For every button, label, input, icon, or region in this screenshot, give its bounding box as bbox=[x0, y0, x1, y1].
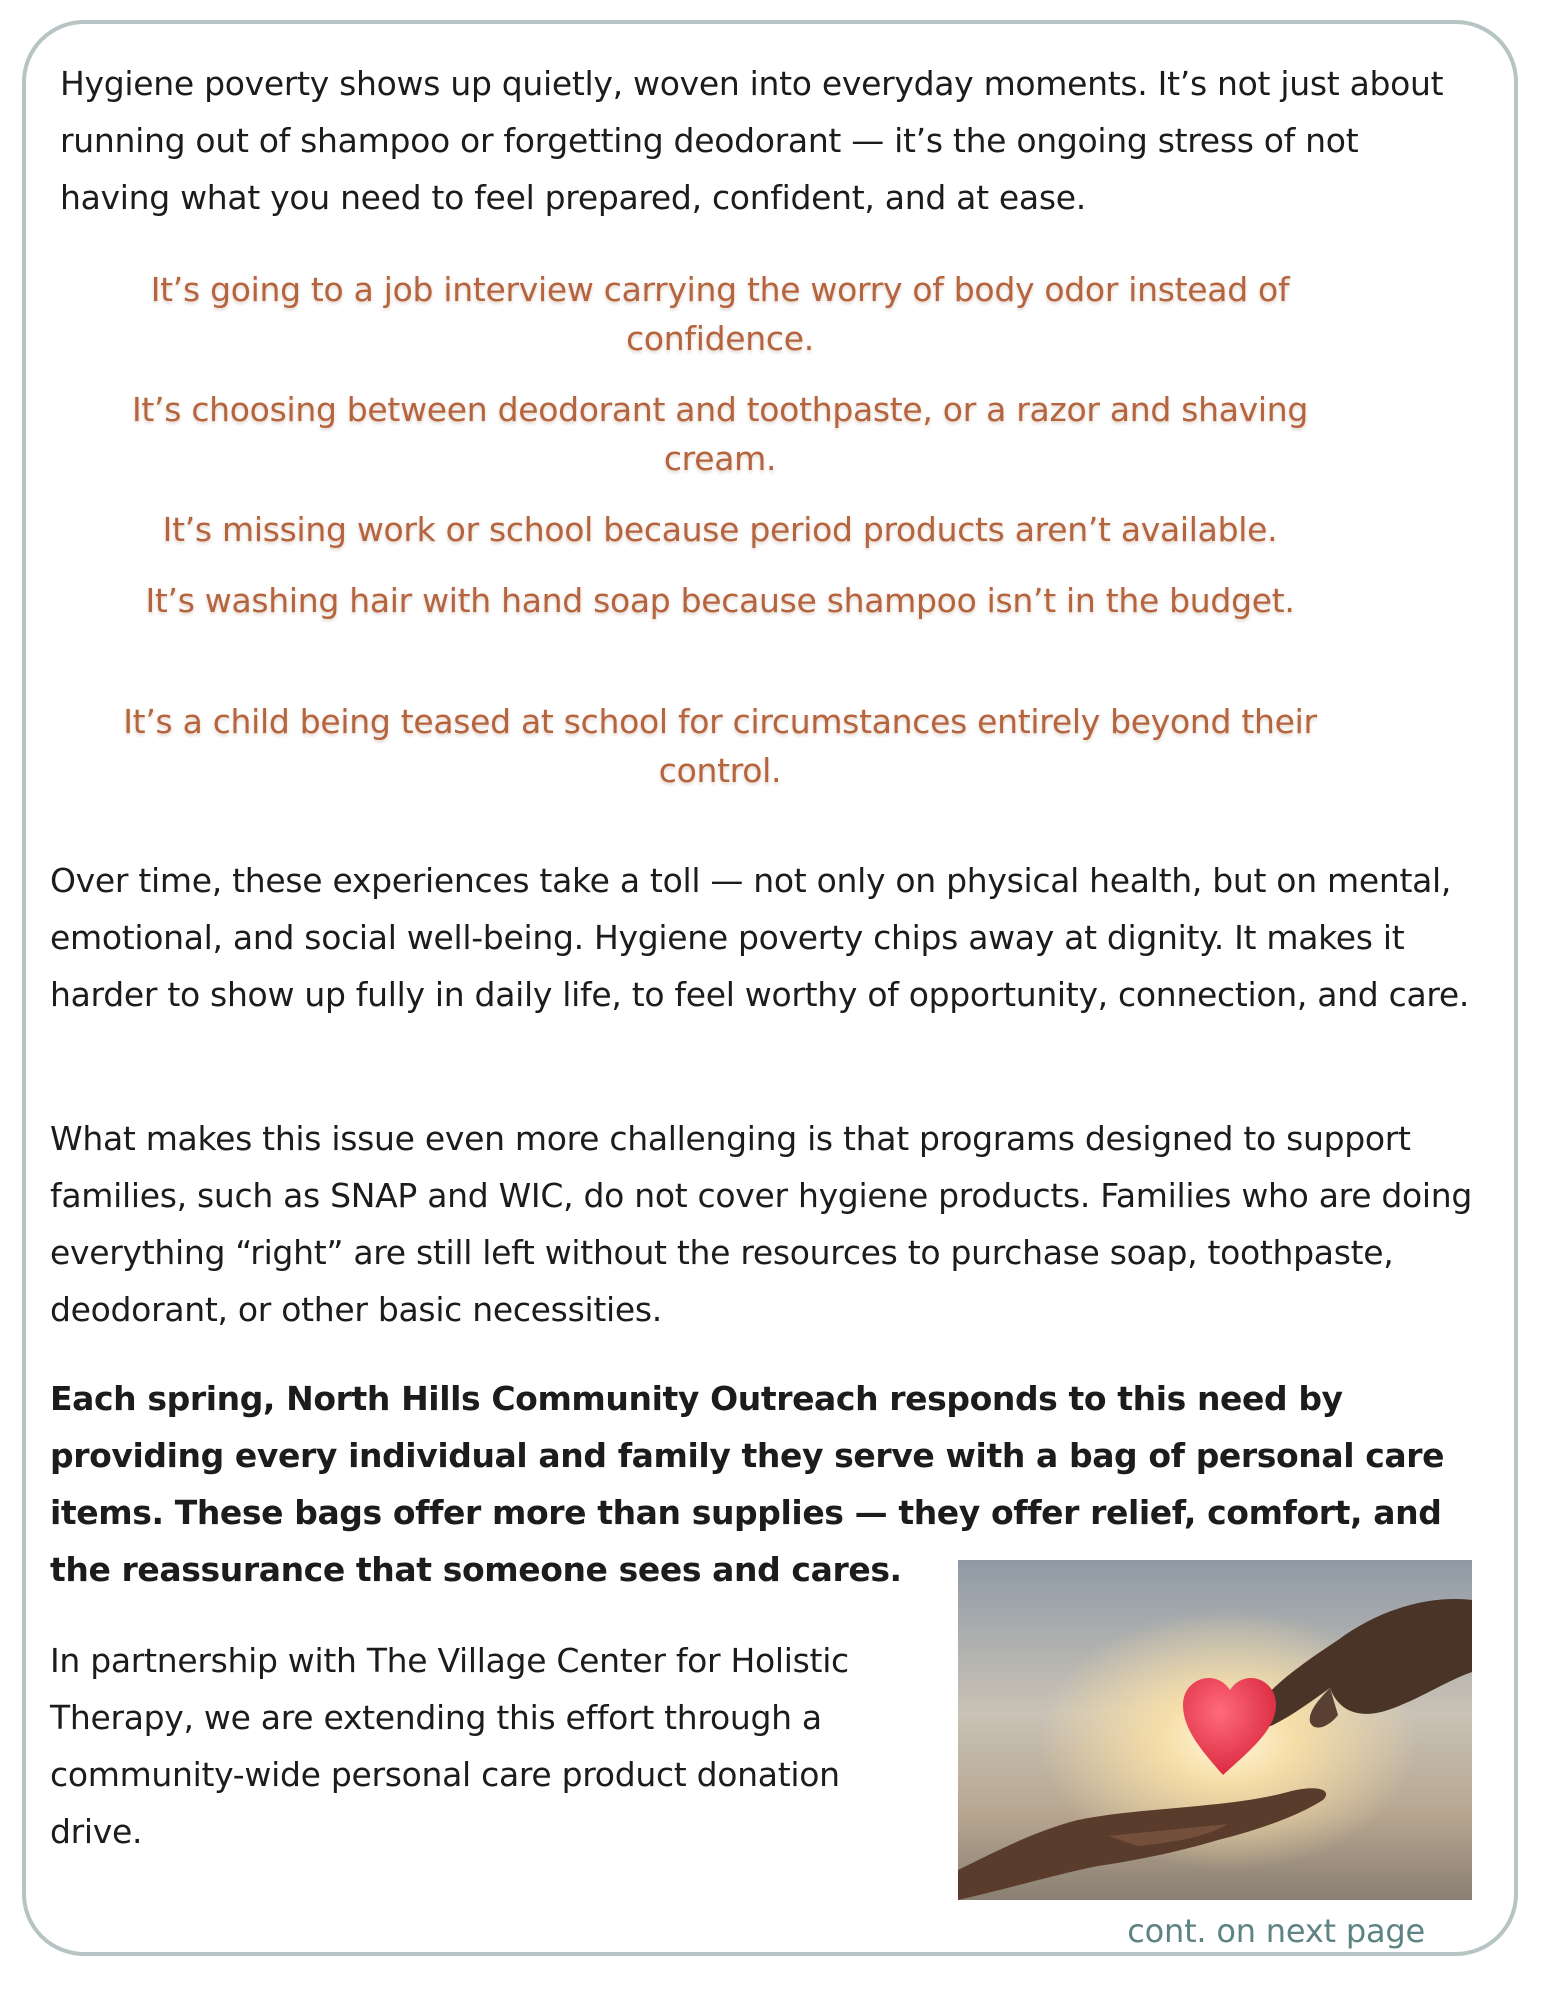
highlight-item: It’s choosing between deodorant and toothpaste, or a razor and shaving cream. bbox=[131, 390, 1308, 478]
highlight-item: It’s missing work or school because period products aren’t available. bbox=[162, 510, 1278, 549]
highlight-item: It’s going to a job interview carrying the worry of body odor instead of confidence. bbox=[150, 270, 1290, 358]
programs-paragraph: What makes this issue even more challenging is that programs designed to support families, such as SNAP and WIC, do not cover hygiene products. Families who are doing everything “right” are still left without the resources to purchase soap, toothpaste, deodorant, or other basic necessities. bbox=[50, 1119, 1473, 1329]
continued-note: cont. on next page bbox=[1127, 1912, 1425, 1950]
hands-heart-photo bbox=[958, 1560, 1472, 1900]
outreach-paragraph: Each spring, North Hills Community Outreach responds to this need by providing every individual and family they serve with a bag of personal care items. These bags offer more than supplies — they offer relief, comfort, and the reassurance that someone sees and cares. bbox=[50, 1379, 1445, 1589]
highlight-item: It’s a child being teased at school for circumstances entirely beyond their control. bbox=[123, 702, 1317, 790]
highlight-item: It’s washing hair with hand soap because shampoo isn’t in the budget. bbox=[145, 581, 1295, 620]
intro-paragraph: Hygiene poverty shows up quietly, woven into everyday moments. It’s not just about running out of shampoo or forgetting deodorant — it’s the ongoing stress of not having what you need to feel prepared, confident, and at ease. bbox=[60, 64, 1444, 217]
toll-paragraph: Over time, these experiences take a toll — not only on physical health, but on mental, emotional, and social well-being. Hygiene poverty chips away at dignity. It makes it harder to show up fully in daily life, to feel worthy of opportunity, connection, and care. bbox=[50, 861, 1470, 1014]
partnership-paragraph: In partnership with The Village Center for Holistic Therapy, we are extending this effort through a community-wide personal care product donation drive. bbox=[50, 1641, 849, 1851]
